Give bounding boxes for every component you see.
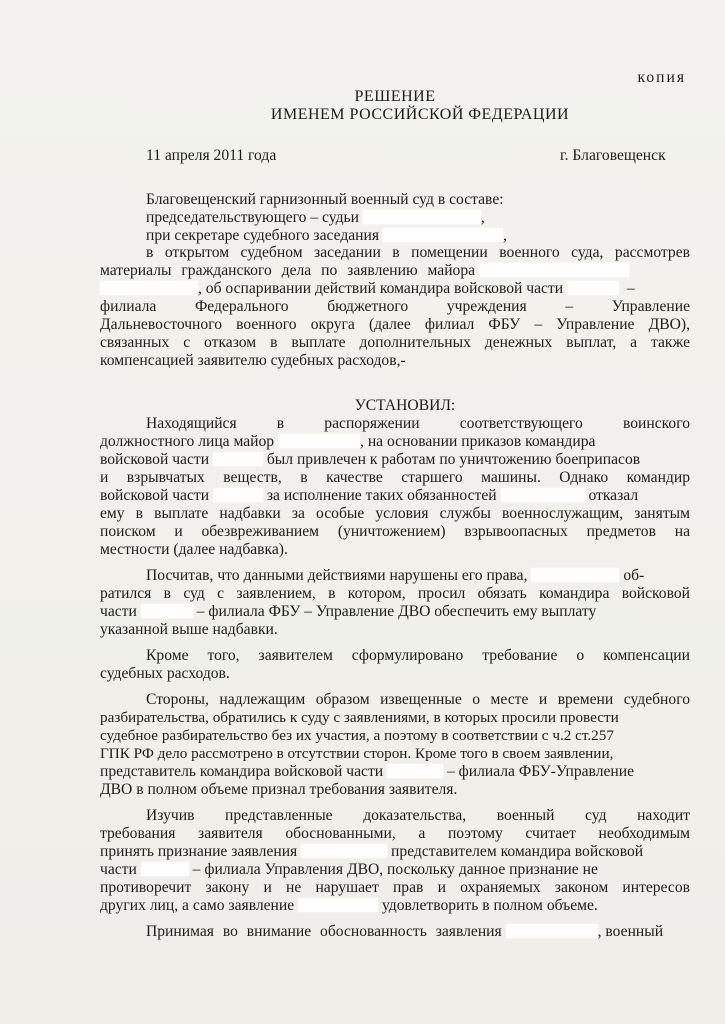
text-line: компенсацией заявителю судебных расходов,- bbox=[100, 352, 406, 369]
text-line: Посчитав, что данными действиями нарушены его права, об- bbox=[146, 567, 645, 584]
text-line: войсковой части за исполнение таких обязанностей отказал bbox=[100, 487, 639, 504]
redaction bbox=[141, 862, 189, 876]
text-line: местности (далее надбавка). bbox=[100, 541, 288, 558]
redaction bbox=[567, 281, 619, 295]
redaction bbox=[506, 924, 598, 938]
text-line: в открытом судебном заседании в помещении военного суда, рассмотрев bbox=[146, 244, 690, 261]
text-line: других лиц, а само заявление удовлетворить в полном объеме. bbox=[100, 897, 598, 914]
text-line: ратился в суд с заявлением, в котором, просил обязать командира войсковой bbox=[100, 585, 690, 602]
text-line: войсковой части был привлечен к работам по уничтожению боеприпасов bbox=[100, 451, 641, 468]
redaction bbox=[141, 604, 193, 618]
text-line: ДВО в полном объеме признал требования заявителя. bbox=[100, 781, 458, 798]
text-line: филиала Федерального бюджетного учреждения – Управление bbox=[100, 298, 690, 315]
text-line: Дальневосточного военного округа (далее филиал ФБУ – Управление ДВО), bbox=[100, 316, 690, 333]
text-line: Принимая во внимание обоснованность заявления , военный bbox=[146, 923, 664, 940]
document-subtitle: ИМЕНЕМ РОССИЙСКОЙ ФЕДЕРАЦИИ bbox=[270, 106, 570, 123]
document-title: РЕШЕНИЕ bbox=[354, 88, 436, 105]
text-line: Благовещенский гарнизонный военный суд в составе: bbox=[146, 191, 504, 208]
redaction bbox=[213, 488, 263, 502]
redaction bbox=[383, 228, 503, 242]
text-line: при секретаре судебного заседания , bbox=[146, 227, 507, 244]
text-line: и взрывчатых веществ, в качестве старшего машины. Однако командир bbox=[100, 469, 690, 486]
text-line: поиском и обезвреживанием (уничтожением) взрывоопасных предметов на bbox=[100, 523, 690, 540]
text-line: Находящийся в распоряжении соответствующего воинского bbox=[146, 415, 690, 432]
text-line: Кроме того, заявителем сформулировано требование о компенсации bbox=[146, 647, 690, 664]
text-line: Стороны, надлежащим образом извещенные о месте и времени судебного bbox=[146, 691, 690, 708]
text-line: требования заявителя обоснованными, а поэтому считает необходимым bbox=[100, 825, 690, 842]
text-line: ему в выплате надбавки за особые условия службы военнослужащим, занятым bbox=[100, 505, 690, 522]
text-line: , об оспаривании действий командира войсковой части – bbox=[100, 280, 690, 298]
document-city: г. Благовещенск bbox=[560, 147, 666, 164]
redaction bbox=[278, 434, 360, 448]
text-line: судебное разбирательство без их участия, а поэтому в соответствии с ч.2 ст.257 bbox=[100, 727, 614, 744]
redaction bbox=[363, 210, 481, 224]
text-line: противоречит закону и не нарушает прав и охраняемых законом интересов bbox=[100, 879, 690, 896]
redaction bbox=[301, 844, 387, 858]
text-line: принять признание заявления представителем командира войсковой bbox=[100, 843, 644, 860]
redaction bbox=[100, 281, 198, 295]
text-line: должностного лица майор , на основании приказов командира bbox=[100, 433, 596, 450]
text-line: судебных расходов. bbox=[100, 665, 230, 682]
text-line: связанных с отказом в выплате дополнительных денежных выплат, а также bbox=[100, 334, 690, 351]
redaction bbox=[531, 568, 619, 582]
redaction bbox=[213, 452, 263, 466]
text-line: части – филиала ФБУ – Управление ДВО обеспечить ему выплату bbox=[100, 603, 597, 620]
text-line: разбирательства, обратились к суду с заявлениями, в которых просили провести bbox=[100, 709, 619, 726]
text-line: материалы гражданского дела по заявлению майора bbox=[100, 262, 690, 280]
text-line: ГПК РФ дело рассмотрено в отсутствии сторон. Кроме того в своем заявлении, bbox=[100, 745, 614, 762]
text-line: представитель командира войсковой части – филиала ФБУ-Управление bbox=[100, 763, 635, 780]
text-line: Изучив представленные доказательства, военный суд находит bbox=[146, 807, 690, 824]
document-date: 11 апреля 2011 года bbox=[146, 147, 277, 164]
copy-mark: копия bbox=[637, 69, 686, 86]
section-heading: УСТАНОВИЛ: bbox=[354, 397, 456, 414]
redaction bbox=[387, 764, 443, 778]
redaction bbox=[501, 488, 585, 502]
redaction bbox=[298, 898, 378, 912]
text-line: части – филиала Управления ДВО, поскольку данное признание не bbox=[100, 861, 598, 878]
text-line: указанной выше надбавки. bbox=[100, 621, 278, 638]
redaction bbox=[479, 263, 629, 277]
text-line: председательствующего – судьи , bbox=[146, 209, 485, 226]
